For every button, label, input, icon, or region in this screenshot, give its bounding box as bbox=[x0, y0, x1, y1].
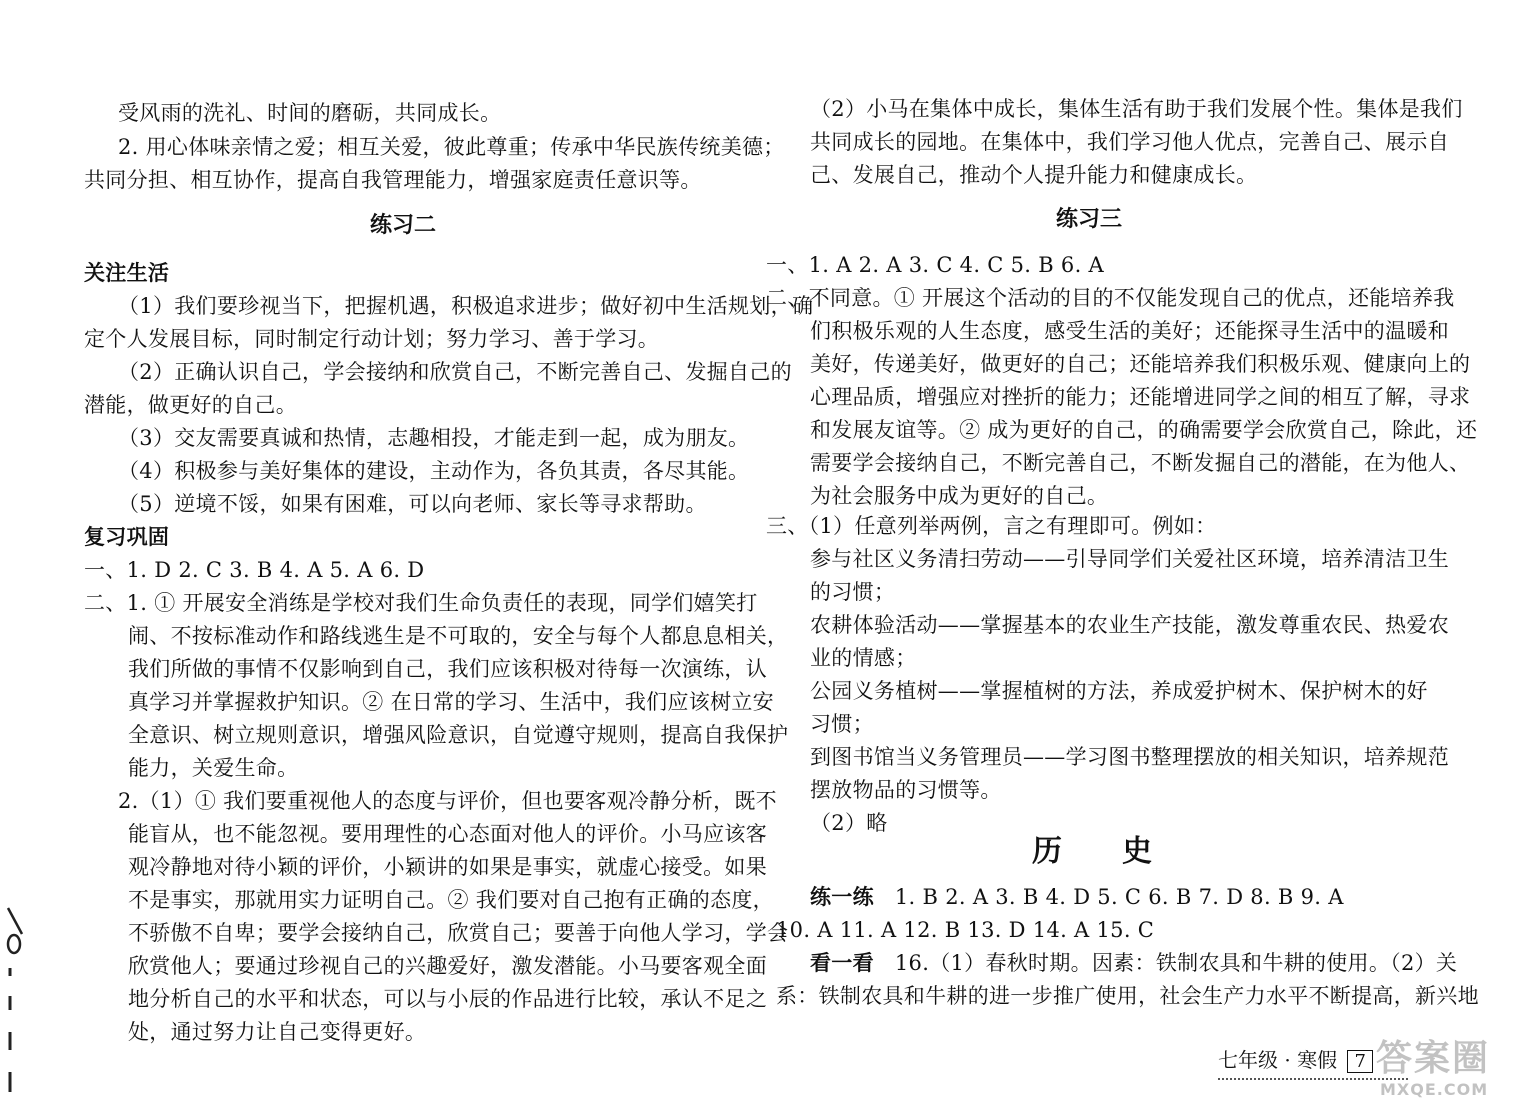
fuxi-line-6: 全意识、树立规则意识，增强风险意识，自觉遵守规则，提高自我保护 bbox=[128, 723, 789, 747]
fuxi-line-14: 地分析自己的水平和状态，可以与小辰的作品进行比较，承认不足之 bbox=[128, 987, 767, 1011]
right-intro-line-3: 己、发展自己，推动个人提升能力和健康成长。 bbox=[810, 163, 1258, 187]
kanyikan-line-2: 系：铁制农具和牛耕的进一步推广使用，社会生产力水平不断提高，新兴地 bbox=[776, 984, 1479, 1008]
ex3-line-17: 摆放物品的习惯等。 bbox=[810, 778, 1002, 802]
grade-label: 七年级 · 寒假 bbox=[1218, 1048, 1338, 1072]
right-intro-line-2: 共同成长的园地。在集体中，我们学习他人优点，完善自己、展示自 bbox=[810, 130, 1449, 154]
ex3-line-6: 和发展友谊等。② 成为更好的自己，的确需要学会欣赏自己，除此，还 bbox=[810, 418, 1478, 442]
watermark-url: MXQE.COM bbox=[1380, 1080, 1489, 1099]
lianyilian-label: 练一练 bbox=[810, 884, 874, 909]
history-title: 历史 bbox=[1032, 834, 1212, 869]
fuxi-line-2: 二、1. ① 开展安全消练是学校对我们生命负责任的表现，同学们嬉笑打 bbox=[84, 591, 758, 615]
kanyikan-line-1: 16.（1）春秋时期。因素：铁制农具和牛耕的使用。（2）关 bbox=[894, 951, 1458, 975]
fuxi-line-4: 我们所做的事情不仅影响到自己，我们应该积极对待每一次演练，认 bbox=[128, 657, 767, 681]
ex3-line-10: 参与社区义务清扫劳动——引导同学们关爱社区环境，培养清洁卫生 bbox=[810, 547, 1449, 571]
margin-handwriting-icon bbox=[0, 900, 30, 1105]
fuxi-line-11: 不是事实，那就用实力证明自己。② 我们要对自己抱有正确的态度， bbox=[128, 888, 774, 912]
ex3-line-7: 需要学会接纳自己，不断完善自己，不断发掘自己的潜能，在为他人、 bbox=[810, 451, 1471, 475]
guanzhu-line-7: （5）逆境不馁，如果有困难，可以向老师、家长等寻求帮助。 bbox=[118, 492, 707, 516]
kanyikan-row-1 bbox=[810, 948, 1457, 978]
lianyilian-row-1 bbox=[810, 882, 1344, 912]
left-intro-line-1: 受风雨的洗礼、时间的磨砺，共同成长。 bbox=[118, 101, 502, 125]
exercise-three-title: 练习三 bbox=[1056, 206, 1123, 232]
ex3-line-2: 二、不同意。① 开展这个活动的目的不仅能发现自己的优点，还能培养我 bbox=[766, 286, 1455, 310]
page-footer bbox=[1218, 1044, 1373, 1073]
ex3-line-13: 业的情感； bbox=[810, 646, 917, 670]
lianyilian-answers-1: 1. B 2. A 3. B 4. D 5. C 6. B 7. D 8. B 9. A bbox=[894, 885, 1344, 909]
ex3-line-4: 美好，传递美好，做更好的自己；还能培养我们积极乐观、健康向上的 bbox=[810, 352, 1471, 376]
fuxi-line-9: 能盲从，也不能忽视。要用理性的心态面对他人的评价。小马应该客 bbox=[128, 822, 767, 846]
left-intro-line-2: 2. 用心体味亲情之爱；相互关爱，彼此尊重；传承中华民族传统美德； bbox=[118, 135, 785, 159]
fuxi-line-8: 2.（1）① 我们要重视他人的态度与评价，但也要客观冷静分析，既不 bbox=[118, 789, 777, 813]
right-intro-line-1: （2）小马在集体中成长，集体生活有助于我们发展个性。集体是我们 bbox=[810, 97, 1463, 121]
kanyikan-label: 看一看 bbox=[810, 950, 874, 975]
fuxi-line-1: 一、1. D 2. C 3. B 4. A 5. A 6. D bbox=[84, 558, 425, 582]
watermark-text: 答案圈 bbox=[1376, 1038, 1491, 1079]
ex3-line-5: 心理品质，增强应对挫折的能力；还能增进同学之间的相互了解，寻求 bbox=[810, 385, 1471, 409]
page-number: 7 bbox=[1347, 1050, 1372, 1073]
exercise-two-title: 练习二 bbox=[370, 212, 437, 238]
fuxi-line-13: 欣赏他人；要通过珍视自己的兴趣爱好，激发潜能。小马要客观全面 bbox=[128, 954, 767, 978]
ex3-line-16: 到图书馆当义务管理员——学习图书整理摆放的相关知识，培养规范 bbox=[810, 745, 1449, 769]
guanzhu-line-6: （4）积极参与美好集体的建设，主动作为，各负其责，各尽其能。 bbox=[118, 459, 750, 483]
fuxi-line-10: 观冷静地对待小颖的评价，小颖讲的如果是事实，就虚心接受。如果 bbox=[128, 855, 767, 879]
section-guanzhu-title: 关注生活 bbox=[84, 260, 170, 285]
guanzhu-line-1: （1）我们要珍视当下，把握机遇，积极追求进步；做好初中生活规划，确 bbox=[118, 294, 814, 318]
section-fuxi-title: 复习巩固 bbox=[84, 524, 170, 549]
guanzhu-line-2: 定个人发展目标，同时制定行动计划；努力学习、善于学习。 bbox=[84, 327, 660, 351]
fuxi-line-3: 闹、不按标准动作和路线逃生是不可取的，安全与每个人都息息相关， bbox=[128, 624, 789, 648]
ex3-line-3: 们积极乐观的人生态度，感受生活的美好；还能探寻生活中的温暖和 bbox=[810, 319, 1449, 343]
ex3-line-18: （2）略 bbox=[810, 811, 888, 835]
ex3-line-8: 为社会服务中成为更好的自己。 bbox=[810, 484, 1109, 508]
left-intro-line-3: 共同分担、相互协作，提高自我管理能力，增强家庭责任意识等。 bbox=[84, 168, 702, 192]
ex3-line-9: 三、（1）任意列举两例，言之有理即可。例如： bbox=[766, 514, 1217, 538]
guanzhu-line-3: （2）正确认识自己，学会接纳和欣赏自己，不断完善自己、发掘自己的 bbox=[118, 360, 792, 384]
ex3-line-14: 公园义务植树——掌握植树的方法，养成爱护树木、保护树木的好 bbox=[810, 679, 1428, 703]
ex3-line-12: 农耕体验活动——掌握基本的农业生产技能，激发尊重农民、热爱农 bbox=[810, 613, 1449, 637]
fuxi-line-15: 处，通过努力让自己变得更好。 bbox=[128, 1020, 427, 1044]
ex3-line-11: 的习惯； bbox=[810, 580, 896, 604]
fuxi-line-7: 能力，关爱生命。 bbox=[128, 756, 299, 780]
guanzhu-line-5: （3）交友需要真诚和热情，志趣相投，才能走到一起，成为朋友。 bbox=[118, 426, 750, 450]
fuxi-line-12: 不骄傲不自卑；要学会接纳自己，欣赏自己；要善于向他人学习，学会 bbox=[128, 921, 789, 945]
ex3-line-15: 习惯； bbox=[810, 712, 874, 736]
guanzhu-line-4: 潜能，做更好的自己。 bbox=[84, 393, 297, 417]
fuxi-line-5: 真学习并掌握救护知识。② 在日常的学习、生活中，我们应该树立安 bbox=[128, 690, 774, 714]
ex3-line-1: 一、1. A 2. A 3. C 4. C 5. B 6. A bbox=[766, 253, 1105, 277]
lianyilian-answers-2: 10. A 11. A 12. B 13. D 14. A 15. C bbox=[776, 918, 1155, 942]
watermark bbox=[1370, 1030, 1520, 1100]
